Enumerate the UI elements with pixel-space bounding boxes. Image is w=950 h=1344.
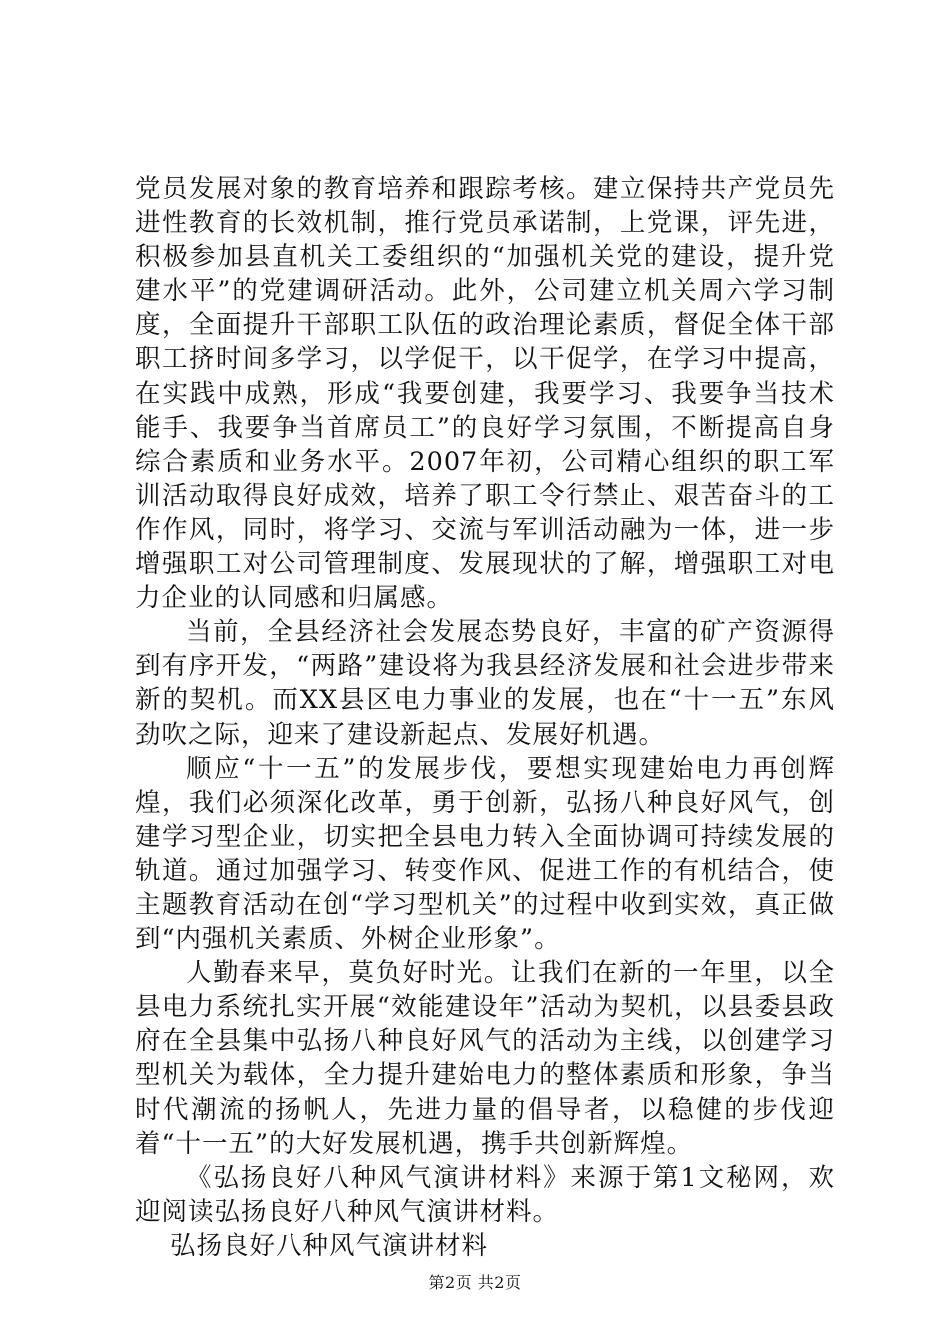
- paragraph-closing-title: 弘扬良好八种风气演讲材料: [170, 1230, 489, 1261]
- paragraph-current-situation: 当前，全县经济社会发展态势良好，丰富的矿产资源得到有序开发，“两路”建设将为我县经济发展和社会进步带来新的契机。而XX县区电力事业的发展，也在“十一五”东风劲吹之际，迎来了建设新起点、发展好机遇。: [135, 617, 835, 750]
- page-number-indicator: 第2页 共2页: [428, 1273, 522, 1292]
- paragraph-call-to-action: 人勤春来早，莫负好时光。让我们在新的一年里，以全县电力系统扎实开展“效能建设年”活动为契机，以县委县政府在全县集中弘扬八种良好风气的活动为主线，以创建学习型机关为载体，全力提升建始电力的整体素质和形象，争当时代潮流的扬帆人，先进力量的倡导者，以稳健的步伐迎着“十一五”的大好发展机遇，携手共创新辉煌。: [135, 958, 835, 1159]
- page-footer: [0, 1270, 950, 1293]
- document-body: [135, 172, 835, 1263]
- paragraph-continuation: 党员发展对象的教育培养和跟踪考核。建立保持共产党员先进性教育的长效机制，推行党员承诺制，上党课，评先进，积极参加县直机关工委组织的“加强机关党的建设，提升党建水平”的党建调研活动。此外，公司建立机关周六学习制度，全面提升干部职工队伍的政治理论素质，督促全体干部职工挤时间多学习，以学促干，以干促学，在学习中提高，在实践中成熟，形成“我要创建，我要学习、我要争当技术能手、我要争当首席员工”的良好学习氛围，不断提高自身综合素质和业务水平。2007年初，公司精心组织的职工军训活动取得良好成效，培养了职工令行禁止、艰苦奋斗的工作作风，同时，将学习、交流与军训活动融为一体，进一步增强职工对公司管理制度、发展现状的了解，增强职工对电力企业的认同感和归属感。: [135, 174, 835, 614]
- paragraph-development-pace: 顺应“十一五”的发展步伐，要想实现建始电力再创辉煌，我们必须深化改革，勇于创新，弘扬八种良好风气，创建学习型企业，切实把全县电力转入全面协调可持续发展的轨道。通过加强学习、转变作风、促进工作的有机结合，使主题教育活动在创“学习型机关”的过程中收到实效，真正做到“内强机关素质、外树企业形象”。: [135, 753, 835, 955]
- paragraph-source-note: 《弘扬良好八种风气演讲材料》来源于第1文秘网，欢迎阅读弘扬良好八种风气演讲材料。: [135, 1162, 835, 1227]
